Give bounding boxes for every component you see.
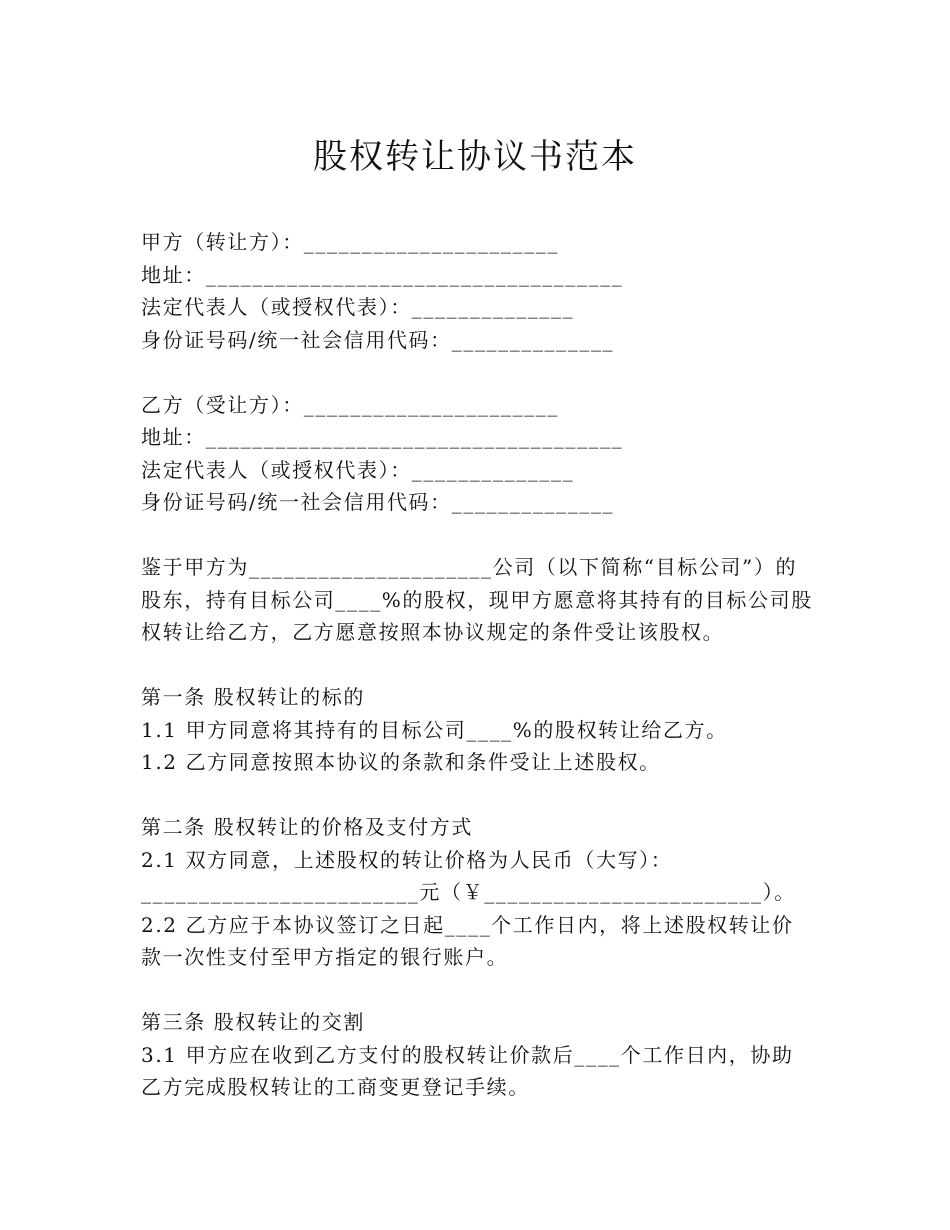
party-a-representative-line: 法定代表人（或授权代表）：______________ bbox=[141, 295, 575, 319]
spacer bbox=[141, 649, 811, 682]
recital-line: 鉴于甲方为_____________________公司（以下简称“目标公司”）的 bbox=[141, 555, 798, 579]
party-a-id-line: 身份证号码/统一社会信用代码：______________ bbox=[141, 327, 615, 352]
document-title: 股权转让协议书范本 bbox=[313, 137, 637, 177]
spacer bbox=[141, 519, 811, 552]
clause-2-1: 2.1 双方同意，上述股权的转让价格为人民币（大写）： bbox=[141, 847, 673, 872]
article-3-section bbox=[141, 1006, 811, 1104]
article-3-heading: 第三条 股权转让的交割 bbox=[141, 1010, 365, 1034]
clause-2-1-amount: ________________________元（￥________________________）。 bbox=[141, 880, 796, 904]
clause-1-2: 1.2 乙方同意按照本协议的条款和条件受让上述股权。 bbox=[141, 750, 661, 774]
party-a-section bbox=[141, 226, 811, 356]
article-2-heading: 第二条 股权转让的价格及支付方式 bbox=[141, 815, 473, 839]
spacer bbox=[141, 779, 811, 812]
spacer bbox=[141, 974, 811, 1007]
document-body bbox=[141, 226, 811, 1104]
recital-line: 股东，持有目标公司____%的股权，现甲方愿意将其持有的目标公司股 bbox=[141, 587, 813, 612]
party-a-name-line: 甲方（转让方）：______________________ bbox=[141, 230, 559, 254]
recital-section bbox=[141, 551, 811, 649]
article-2-section bbox=[141, 811, 811, 974]
recital-line: 权转让给乙方，乙方愿意按照本协议规定的条件受让该股权。 bbox=[141, 620, 725, 644]
spacer bbox=[141, 356, 811, 389]
clause-3-1: 3.1 甲方应在收到乙方支付的股权转让价款后____个工作日内，协助 bbox=[141, 1042, 794, 1067]
clause-1-1: 1.1 甲方同意将其持有的目标公司____%的股权转让给乙方。 bbox=[141, 717, 728, 742]
party-b-address-line: 地址：____________________________________ bbox=[141, 425, 624, 449]
party-a-address-line: 地址：____________________________________ bbox=[141, 262, 624, 287]
clause-2-2-cont: 款一次性支付至甲方指定的银行账户。 bbox=[141, 945, 509, 969]
clause-3-1-cont: 乙方完成股权转让的工商变更登记手续。 bbox=[141, 1075, 530, 1099]
article-1-section bbox=[141, 681, 811, 779]
article-1-heading: 第一条 股权转让的标的 bbox=[141, 685, 365, 709]
clause-2-2: 2.2 乙方应于本协议签订之日起____个工作日内，将上述股权转让价 bbox=[141, 912, 794, 937]
party-b-section bbox=[141, 389, 811, 519]
party-b-id-line: 身份证号码/统一社会信用代码：______________ bbox=[141, 490, 615, 514]
party-b-name-line: 乙方（受让方）：______________________ bbox=[141, 392, 559, 417]
party-b-representative-line: 法定代表人（或授权代表）：______________ bbox=[141, 457, 575, 482]
